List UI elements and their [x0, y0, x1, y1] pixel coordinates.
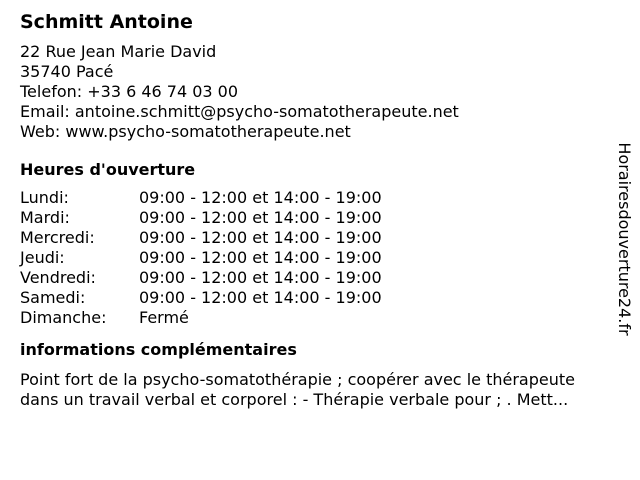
- additional-info-title: informations complémentaires: [20, 340, 297, 359]
- hours-row-saturday: [20, 288, 620, 308]
- time-value: 09:00 - 12:00 et 14:00 - 19:00: [139, 188, 382, 207]
- time-value: 09:00 - 12:00 et 14:00 - 19:00: [139, 208, 382, 227]
- time-value: 09:00 - 12:00 et 14:00 - 19:00: [139, 288, 382, 307]
- website: Web: www.psycho-somatotherapeute.net: [20, 122, 351, 141]
- watermark-vertical: [614, 133, 634, 345]
- time-value: 09:00 - 12:00 et 14:00 - 19:00: [139, 228, 382, 247]
- day-label: Mardi:: [20, 208, 70, 227]
- time-value: Fermé: [139, 308, 189, 327]
- opening-hours-table: [20, 188, 620, 328]
- address-street: 22 Rue Jean Marie David: [20, 42, 217, 61]
- day-label: Dimanche:: [20, 308, 107, 327]
- day-label: Vendredi:: [20, 268, 96, 287]
- hours-row-monday: [20, 188, 620, 208]
- day-label: Mercredi:: [20, 228, 95, 247]
- address-city: 35740 Pacé: [20, 62, 114, 81]
- hours-row-tuesday: [20, 208, 620, 228]
- day-label: Jeudi:: [20, 248, 65, 267]
- day-label: Samedi:: [20, 288, 86, 307]
- hours-row-thursday: [20, 248, 620, 268]
- business-card: [20, 10, 620, 410]
- time-value: 09:00 - 12:00 et 14:00 - 19:00: [139, 268, 382, 287]
- watermark-text: Horairesdouverture24.fr: [615, 142, 634, 336]
- email-address: Email: antoine.schmitt@psycho-somatotherapeute.net: [20, 102, 459, 121]
- time-value: 09:00 - 12:00 et 14:00 - 19:00: [139, 248, 382, 267]
- opening-hours-title: Heures d'ouverture: [20, 160, 196, 179]
- additional-info-line-1: Point fort de la psycho-somatothérapie ; coopérer avec le thérapeute: [20, 370, 575, 389]
- day-label: Lundi:: [20, 188, 69, 207]
- hours-row-wednesday: [20, 228, 620, 248]
- additional-info-line-2: dans un travail verbal et corporel : - Thérapie verbale pour ; . Mett...: [20, 390, 569, 409]
- hours-row-friday: [20, 268, 620, 288]
- hours-row-sunday: [20, 308, 620, 328]
- business-name: Schmitt Antoine: [20, 11, 193, 33]
- phone-number: Telefon: +33 6 46 74 03 00: [20, 82, 239, 101]
